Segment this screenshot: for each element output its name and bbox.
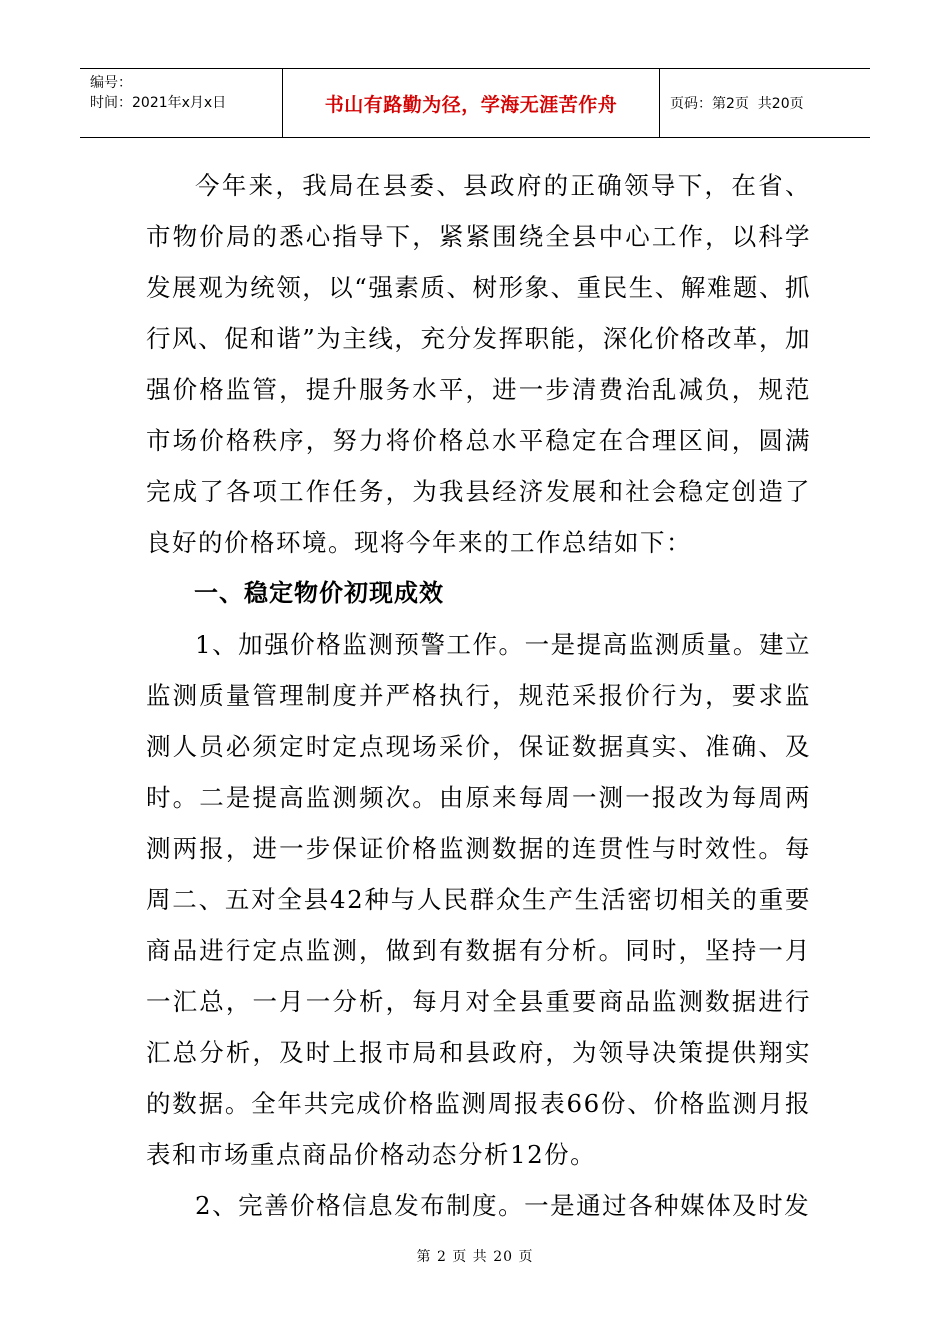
document-body <box>146 160 811 1231</box>
time-label: 时间：2021年x月x日 <box>90 95 227 111</box>
header-motto: 书山有路勤为径，学海无涯苦作舟 <box>283 69 660 137</box>
section-heading: 一、稳定物价初现成效 <box>194 579 444 607</box>
header-page-info <box>660 69 870 137</box>
paragraph-price-monitoring: 1、加强价格监测预警工作。一是提高监测质量。建立监测质量管理制度并严格执行，规范采报价行为，要求监测人员必须定时定点现场采价，保证数据真实、准确、及时。二是提高监测频次。由原来每周一测一报改为每周两测两报，进一步保证价格监测数据的连贯性与时效性。每周二、五对全县42种与人民群众生产生活密切相关的重要商品进行定点监测，做到有数据有分析。同时，坚持一月一汇总，一月一分析，每月对全县重要商品监测数据进行汇总分析，及时上报市局和县政府，为领导决策提供翔实的数据。全年共完成价格监测周报表66份、价格监测月报表和市场重点商品价格动态分析12份。 <box>146 630 811 1169</box>
number-label: 编号： <box>90 75 132 91</box>
page-footer: 第 2 页 共 20 页 <box>416 1249 534 1265</box>
document-header <box>80 68 870 138</box>
paragraph-price-info: 2、完善价格信息发布制度。一是通过各种媒体及时发 <box>195 1191 811 1220</box>
header-meta <box>80 69 283 137</box>
page-info-text: 页码：第2页 共20页 <box>670 96 804 112</box>
paragraph-intro: 今年来，我局在县委、县政府的正确领导下，在省、市物价局的悉心指导下，紧紧围绕全县中心工作，以科学发展观为统领，以“强素质、树形象、重民生、解难题、抓行风、促和谐”为主线，充分发挥职能，深化价格改革，加强价格监管，提升服务水平，进一步清费治乱减负，规范市场价格秩序，努力将价格总水平稳定在合理区间，圆满完成了各项工作任务，为我县经济发展和社会稳定创造了良好的价格环境。现将今年来的工作总结如下： <box>146 171 811 557</box>
